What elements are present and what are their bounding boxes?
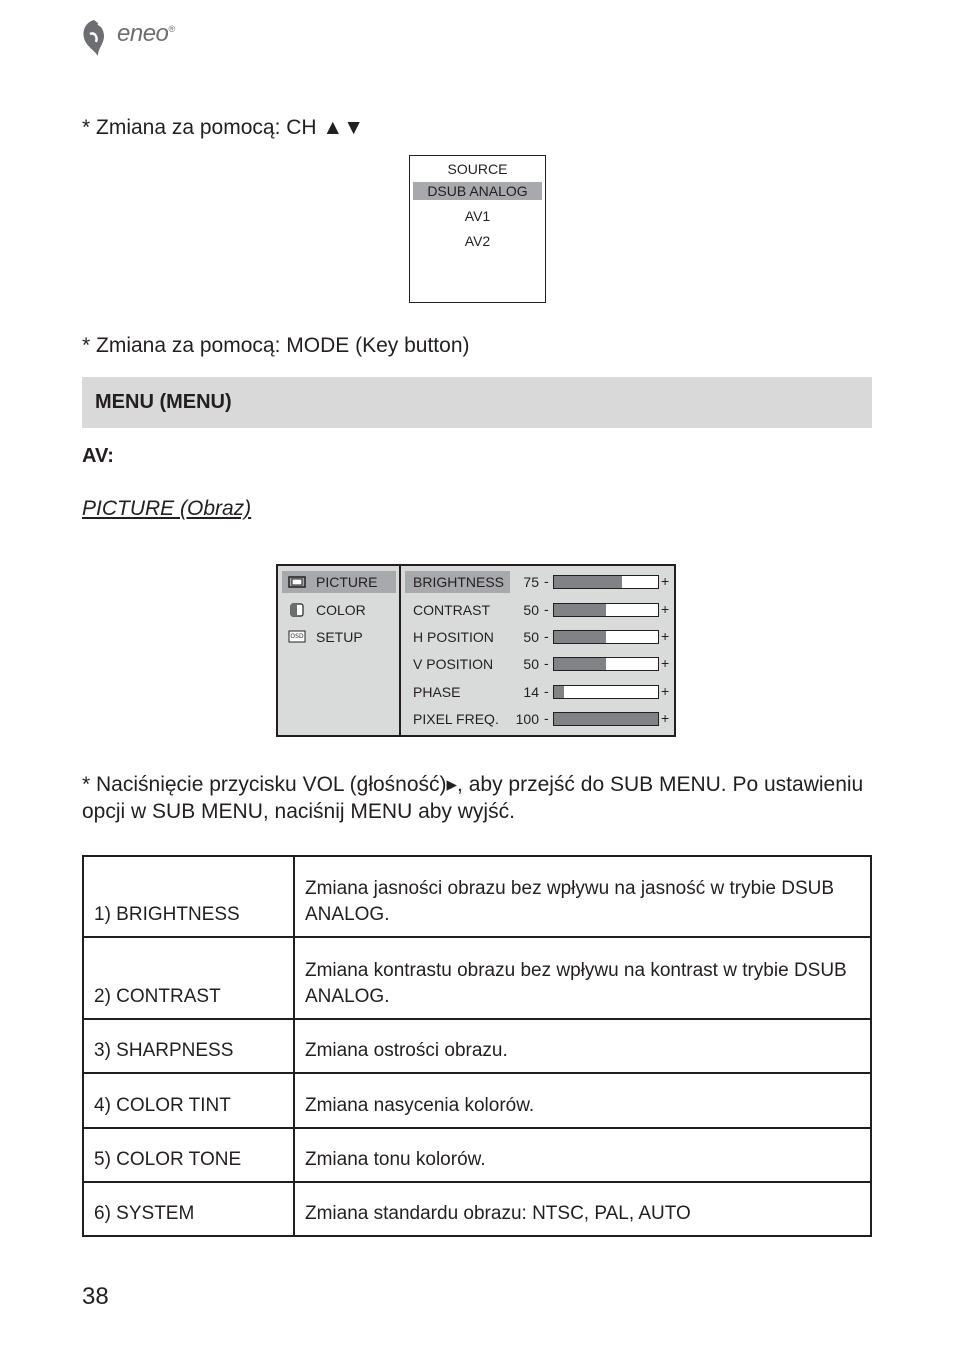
setting-value: 50 <box>523 602 539 618</box>
svg-text:OSD: OSD <box>290 633 304 640</box>
decrease-control[interactable]: - <box>544 628 549 644</box>
osd-setting-row[interactable] <box>405 626 675 648</box>
level-fill <box>554 604 606 616</box>
decrease-control[interactable]: - <box>544 601 549 617</box>
decrease-control[interactable]: - <box>544 573 549 589</box>
table-row <box>83 856 871 937</box>
description-table <box>82 855 872 1237</box>
source-menu <box>409 155 546 303</box>
increase-control[interactable]: + <box>661 628 670 644</box>
level-fill <box>554 631 606 643</box>
increase-control[interactable]: + <box>661 601 670 617</box>
osd-setting-row[interactable] <box>405 681 675 703</box>
color-icon <box>288 603 306 617</box>
table-row <box>83 1128 871 1182</box>
setting-name: V POSITION <box>413 656 494 672</box>
table-row <box>83 937 871 1019</box>
osd-setting-row[interactable] <box>405 599 675 621</box>
table-key-cell: 1) BRIGHTNESS <box>83 856 294 937</box>
setting-name: BRIGHTNESS <box>405 571 510 593</box>
level-slider[interactable] <box>553 685 659 699</box>
setting-name: CONTRAST <box>413 602 490 618</box>
osd-tab-color[interactable]: COLOR <box>282 599 396 621</box>
increase-control[interactable]: + <box>661 710 670 726</box>
osd-setting-row[interactable] <box>405 571 675 593</box>
mode-instruction: * Zmiana za pomocą: MODE (Key button) <box>82 334 470 357</box>
source-item-av2[interactable]: AV2 <box>464 233 491 249</box>
av-subheading: AV: <box>82 445 114 467</box>
submenu-note: * Naciśnięcie przycisku VOL (głośność)▸, aby przejść do SUB MENU. Po ustawieniu opcji w SUB MENU, naciśnij MENU aby wyjść. <box>82 773 864 823</box>
table-key-cell: 4) COLOR TINT <box>83 1073 294 1128</box>
osd-setting-row[interactable] <box>405 708 675 730</box>
section-heading-text: MENU (MENU) <box>95 391 232 413</box>
level-slider[interactable] <box>553 712 659 726</box>
table-desc-cell: Zmiana kontrastu obrazu bez wpływu na kontrast w trybie DSUB ANALOG. <box>294 937 871 1019</box>
increase-control[interactable]: + <box>661 573 670 589</box>
level-slider[interactable] <box>553 575 659 589</box>
increase-control[interactable]: + <box>661 683 670 699</box>
ch-instruction: * Zmiana za pomocą: CH ▲▼ <box>82 116 364 139</box>
setting-name: PHASE <box>413 684 461 700</box>
decrease-control[interactable]: - <box>544 655 549 671</box>
decrease-control[interactable]: - <box>544 710 549 726</box>
source-item-av1[interactable]: AV1 <box>464 208 491 224</box>
page-number: 38 <box>82 1283 109 1310</box>
setting-value: 50 <box>523 656 539 672</box>
level-fill <box>554 658 606 670</box>
osd-setting-row[interactable] <box>405 653 675 675</box>
level-slider[interactable] <box>553 630 659 644</box>
section-heading <box>82 377 872 428</box>
table-row <box>83 1182 871 1236</box>
decrease-control[interactable]: - <box>544 683 549 699</box>
table-desc-cell: Zmiana nasycenia kolorów. <box>294 1073 871 1128</box>
setting-name: H POSITION <box>413 629 494 645</box>
table-desc-cell: Zmiana standardu obrazu: NTSC, PAL, AUTO <box>294 1182 871 1236</box>
setting-value: 75 <box>523 574 539 590</box>
table-desc-cell: Zmiana ostrości obrazu. <box>294 1019 871 1073</box>
osd-tab-setup[interactable]: OSD SETUP <box>282 626 396 648</box>
osd-tab-picture[interactable]: PICTURE <box>282 571 396 593</box>
source-item-dsub[interactable]: DSUB ANALOG <box>413 182 542 200</box>
level-fill <box>554 686 564 698</box>
table-key-cell: 2) CONTRAST <box>83 937 294 1019</box>
setting-value: 14 <box>523 684 539 700</box>
table-row <box>83 1073 871 1128</box>
level-fill <box>554 713 658 725</box>
table-key-cell: 3) SHARPNESS <box>83 1019 294 1073</box>
level-slider[interactable] <box>553 603 659 617</box>
table-desc-cell: Zmiana tonu kolorów. <box>294 1128 871 1182</box>
table-key-cell: 5) COLOR TONE <box>83 1128 294 1182</box>
osd-divider <box>399 566 401 735</box>
logo-wordmark: eneo® <box>117 20 175 47</box>
picture-icon <box>288 575 306 589</box>
table-key-cell: 6) SYSTEM <box>83 1182 294 1236</box>
source-menu-title: SOURCE <box>447 161 508 177</box>
table-desc-cell: Zmiana jasności obrazu bez wpływu na jasność w trybie DSUB ANALOG. <box>294 856 871 937</box>
level-slider[interactable] <box>553 657 659 671</box>
setting-value: 50 <box>523 629 539 645</box>
osd-setup-icon <box>288 630 306 644</box>
setting-name: PIXEL FREQ. <box>413 711 499 727</box>
setting-value: 100 <box>515 711 539 727</box>
osd-picture-menu <box>276 564 676 737</box>
increase-control[interactable]: + <box>661 655 670 671</box>
picture-title: PICTURE (Obraz) <box>82 497 252 520</box>
table-row <box>83 1019 871 1073</box>
level-fill <box>554 576 622 588</box>
